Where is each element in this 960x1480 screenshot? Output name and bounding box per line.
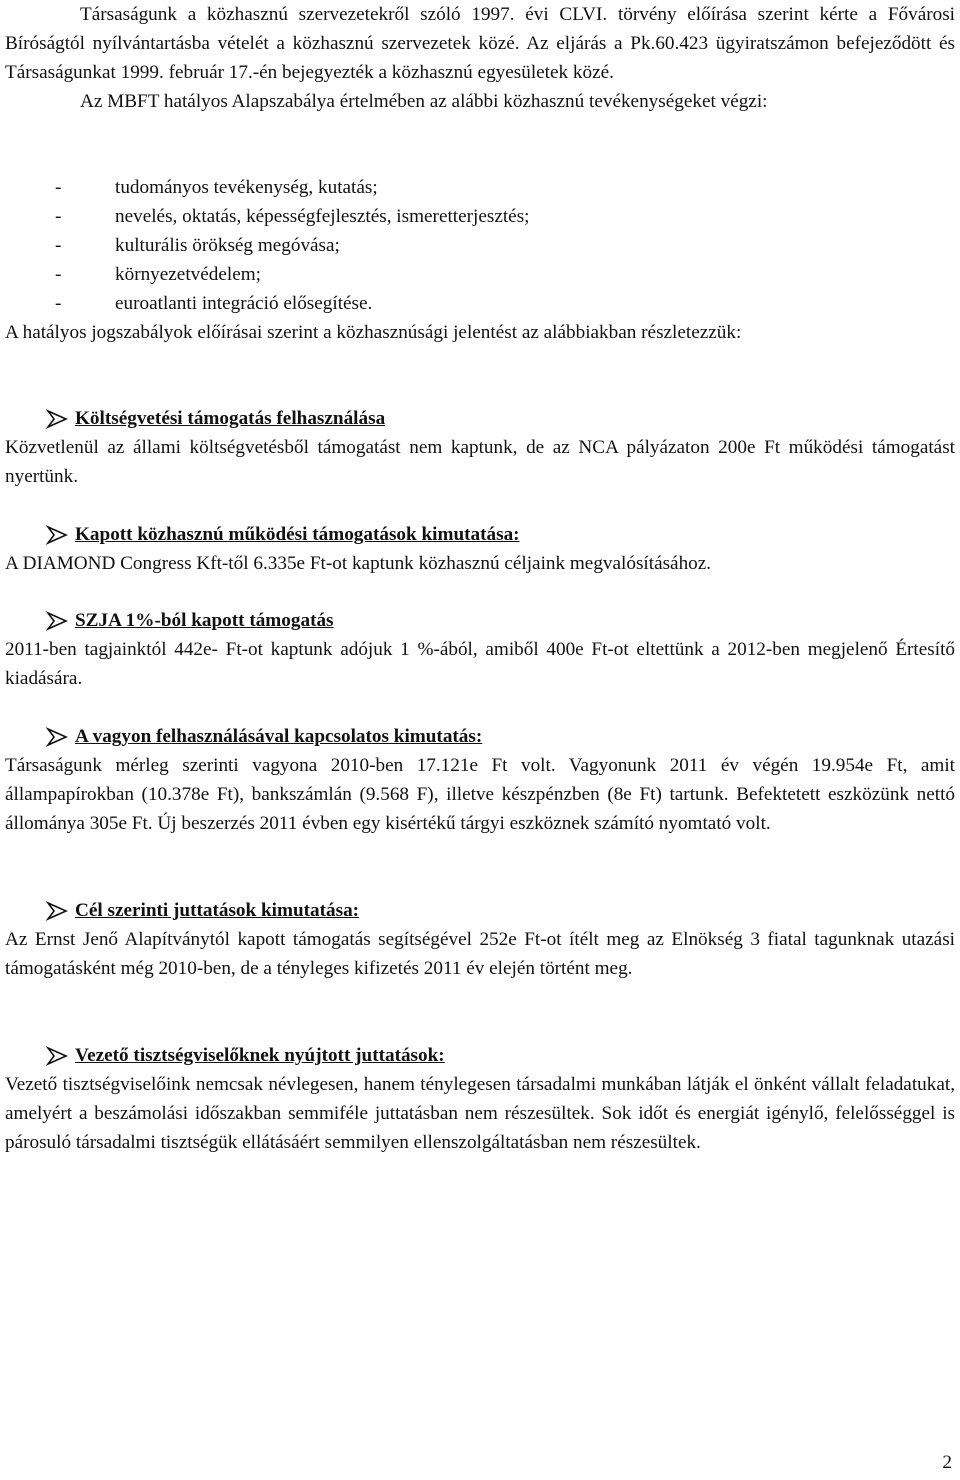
report-intro: A hatályos jogszabályok előírásai szerint a közhasznúsági jelentést az alábbiakban részletezzük: (5, 322, 742, 343)
list-dash: - (55, 206, 62, 227)
list-item: - környezetvédelem; (55, 260, 755, 289)
arrowhead-bullet-icon (45, 611, 73, 631)
list-dash: - (55, 177, 62, 198)
list-dash: - (55, 293, 62, 314)
section-heading: Kapott közhasznú működési támogatások kimutatása: (45, 520, 520, 549)
section-heading: Cél szerinti juttatások kimutatása: (45, 896, 359, 925)
page-number: 2 (942, 1452, 952, 1473)
section-body: Társaságunk mérleg szerinti vagyona 2010-ben 17.121e Ft volt. Vagyonunk 2011 év végén 19.954e Ft, amit állampapírokban (10.378e Ft), bankszámlán (9.568 F), illetve készpénzben (8e Ft) tartunk. Befektetett eszközünk nettó állománya 305e Ft. Új beszerzés 2011 évben egy kisértékű tárgyi eszköznek számító nyomtató volt. (5, 755, 955, 834)
arrowhead-bullet-icon (45, 525, 73, 545)
arrowhead-bullet-icon (45, 727, 73, 747)
arrowhead-bullet-icon (45, 409, 73, 429)
section-body: Vezető tisztségviselőink nemcsak névlegesen, hanem ténylegesen társadalmi munkában látják el önként vállalt feladatukat, amelyért a beszámolási időszakban semmiféle juttatásban nem részesültek. Sok időt és energiát igénylő, felelősséggel is párosuló társadalmi tisztségük ellátásáért semmilyen ellenszolgáltatásban nem részesültek. (5, 1074, 955, 1153)
section-heading: Költségvetési támogatás felhasználása (45, 404, 385, 433)
list-item: - nevelés, oktatás, képességfejlesztés, ismeretterjesztés; (55, 202, 755, 231)
arrowhead-bullet-icon (45, 901, 73, 921)
intro-section (5, 0, 955, 116)
arrowhead-bullet-icon (45, 1046, 73, 1066)
list-item: - kulturális örökség megóvása; (55, 231, 755, 260)
list-dash: - (55, 235, 62, 256)
list-item: - tudományos tevékenység, kutatás; (55, 173, 755, 202)
section-heading: A vagyon felhasználásával kapcsolatos kimutatás: (45, 722, 482, 751)
activities-intro: Az MBFT hatályos Alapszabálya értelmében az alábbi közhasznú tevékenységeket végzi: (80, 91, 768, 112)
list-item: - euroatlanti integráció elősegítése. (55, 289, 755, 318)
section-heading: Vezető tisztségviselőknek nyújtott juttatások: (45, 1041, 445, 1070)
section-body: Az Ernst Jenő Alapítványtól kapott támogatás segítségével 252e Ft-ot ítélt meg az Elnökség 3 fiatal tagunknak utazási támogatásként még 2010-ben, de a tényleges kifizetés 2011 év elején történt meg. (5, 929, 955, 979)
section-body: 2011-ben tagjainktól 442e- Ft-ot kaptunk adójuk 1 %-ából, amiből 400e Ft-ot eltettünk a 2012-ben megjelenő Értesítő kiadására. (5, 639, 955, 689)
section-body: A DIAMOND Congress Kft-től 6.335e Ft-ot kaptunk közhasznú céljaink megvalósításához. (5, 553, 712, 574)
section-heading: SZJA 1%-ból kapott támogatás (45, 606, 334, 635)
section-body: Közvetlenül az állami költségvetésből támogatást nem kaptunk, de az NCA pályázaton 200e Ft működési támogatást nyertünk. (5, 437, 955, 487)
activities-list (55, 173, 755, 318)
intro-paragraph: Társaságunk a közhasznú szervezetekről szóló 1997. évi CLVI. törvény előírása szerint kérte a Fővárosi Bíróságtól nyílvántartásba vételét a közhasznú szervezetek közé. Az eljárás a Pk.60.423 ügyiratszámon befejeződött és Társaságunkat 1999. február 17.-én bejegyezték a közhasznú egyesületek közé. (5, 4, 955, 83)
list-dash: - (55, 264, 62, 285)
